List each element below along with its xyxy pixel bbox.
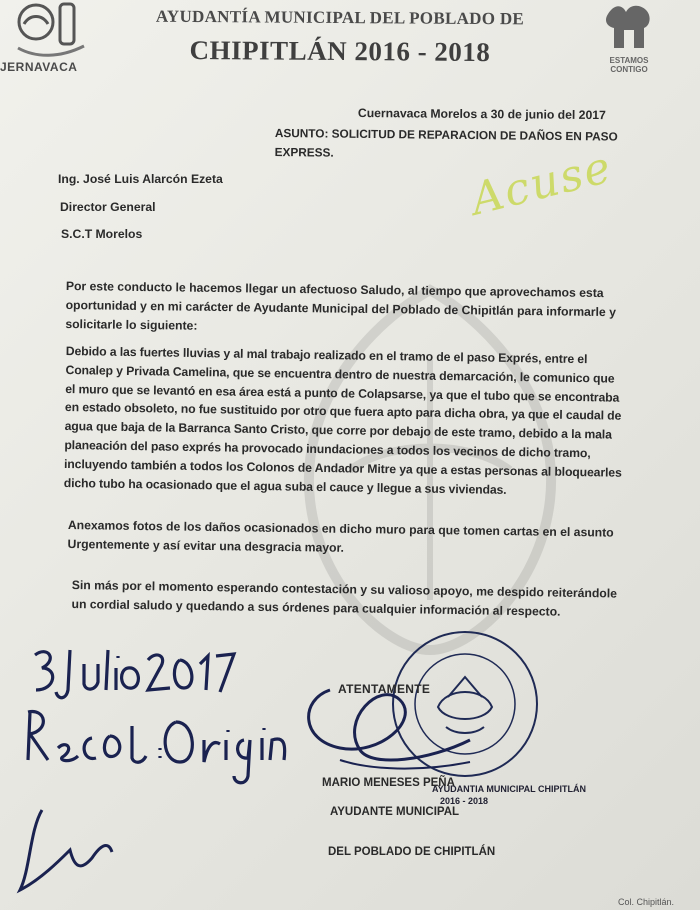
signer-name: MARIO MENESES PEÑA	[322, 777, 455, 789]
recipient-title: Director General	[60, 200, 156, 214]
bottom-signature-icon	[20, 810, 112, 890]
handwritten-note-icon	[28, 712, 285, 783]
left-logo-text: JERNAVACA	[0, 60, 78, 74]
paragraph-closing: Sin más por el momento esperando contestación y su valioso apoyo, me despido reiterándole un cordial saludo y quedando a sus órdenes para cualquier información al respecto.	[71, 577, 618, 619]
place-date: Cuernavaca Morelos a 30 de junio del 2017	[357, 105, 606, 123]
header-line-1: AYUDANTÍA MUNICIPAL DEL POBLADO DE	[155, 6, 525, 29]
right-logo-text: ESTAMOS CONTIGO	[609, 56, 649, 74]
header-title: CHIPITLÁN 2016 - 2018	[189, 34, 491, 68]
handwritten-acuse: Acuse	[465, 141, 618, 226]
seal-years: 2016 - 2018	[440, 796, 489, 806]
signer-title: AYUDANTE MUNICIPAL	[330, 806, 460, 818]
municipal-seal-icon	[388, 627, 543, 782]
recipient-org: S.C.T Morelos	[61, 227, 143, 241]
seal-label: AYUDANTIA MUNICIPAL CHIPITLÁN	[432, 784, 587, 794]
paragraph-annex: Anexamos fotos de los daños ocasionados en dicho muro para que tomen cartas en el asunto Urgentemente y así evitar una desgracia mayor.	[67, 517, 614, 555]
footer-edge-text: Col. Chipitlán.	[618, 897, 675, 907]
paragraph-intro: Por este conducto le hacemos llegar un afectuoso Saludo, al tiempo que aprovechamos esta oportunidad y en mi carácter de Ayudante Municipal del Poblado de Chipitlán para informarle y solicitarle lo siguiente:	[65, 278, 617, 333]
recipient-name: Ing. José Luis Alarcón Ezeta	[58, 172, 223, 186]
estamos-contigo-logo-icon	[600, 0, 660, 52]
signer-title-2: DEL POBLADO DE CHIPITLÁN	[328, 846, 496, 858]
closing-atentamente: ATENTAMENTE	[338, 682, 431, 696]
subject-line: ASUNTO: SOLICITUD DE REPARACION DE DAÑOS EN PASO EXPRESS.	[274, 125, 618, 160]
paragraph-body: Debido a las fuertes lluvias y al mal trabajo realizado en el tramo de el paso Exprés, entre el Conalep y Privada Camelina, que se encuentra dentro de nuestra demarcación, le comunico que el muro que se levantó en esa área está a punto de Colapsarse, ya que el tubo que se encontraba en estado obsoleto, no fue sustituido por otro que fuera apto para dicha obra, ya que el caudal de agua que baja de la Barranca Santo Cristo, que corre por debajo de este tramo, debido a la mala planeación del paso exprés ha provocado inundaciones a todos los vecinos de dicho tramo, incluyendo también a todos los Colonos de Andador Mitre ya que a estas personas al bloquearles dicho tubo ha ocasionado que el agua suba el cauce y llegue a sus viviendas.	[63, 343, 622, 497]
handwritten-date-icon	[35, 650, 234, 698]
